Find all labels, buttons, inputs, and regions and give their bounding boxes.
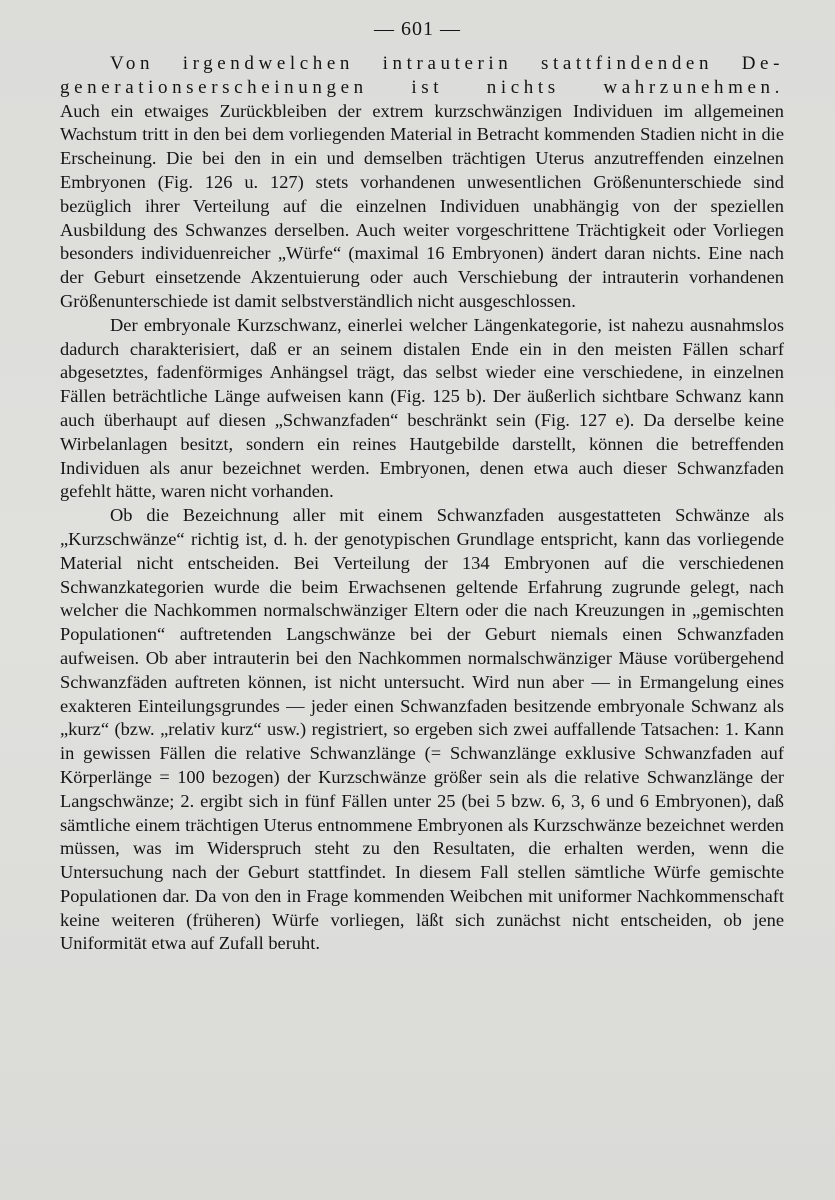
paragraph-1-text: Auch ein etwaiges Zurückbleiben der extrem kurzschwänzigen Individuen im allgemeinen Wachstum tritt in den bei dem vorliegenden Material in Betracht kommenden Stadien nicht in die Erscheinung. Die bei den in ein und demselben trächtigen Uterus anzutreffenden einzelnen Embryonen (Fig. 126 u. 127) stets vorhandenen unwesentlichen Größenunterschiede sind bezüglich ihrer Verteilung auf die einzelnen Individuen unabhängig von der speziellen Ausbildung des Schwanzes derselben. Auch weiter vorgeschrittene Trächtigkeit oder Vorliegen besonders individuenreicher „Würfe“ (maximal 16 Embryonen) ändert daran nichts. Eine nach der Geburt einsetzende Akzentuierung oder auch Verschiebung der intrauterin vorhandenen Größenunterschiede ist damit selbstverständlich nicht ausgeschlossen. bbox=[60, 100, 784, 311]
paragraph-2: Der embryonale Kurzschwanz, einerlei welcher Längenkategorie, ist nahezu ausnahmslos dadurch charakterisiert, daß er an seinem distalen Ende ein in den meisten Fällen scharf abgesetztes, fadenförmiges Anhängsel trägt, das selbst wieder eine verschiedene, in einzelnen Fällen beträchtliche Länge aufweisen kann (Fig. 125 b). Der äußerlich sichtbare Schwanz kann auch überhaupt auf diesen „Schwanzfaden“ beschränkt sein (Fig. 127 e). Da derselbe keine Wirbelanlagen besitzt, sondern ein reines Hautgebilde darstellt, können die betreffenden Individuen als anur bezeichnet werden. Embryonen, denen etwa auch dieser Schwanzfaden gefehlt hätte, waren nicht vorhanden. bbox=[60, 314, 784, 502]
emphasized-sentence-line-2: generationserscheinungen ist nichts wahrzunehmen. bbox=[60, 76, 784, 98]
body-text bbox=[60, 52, 784, 956]
page-number: — 601 — bbox=[374, 18, 461, 40]
paragraph-1 bbox=[60, 52, 784, 314]
emphasized-sentence-line-1: Von irgendwelchen intrauterin stattfindenden De- bbox=[110, 53, 784, 74]
paragraph-3: Ob die Bezeichnung aller mit einem Schwanzfaden ausgestatteten Schwänze als „Kurzschwänze“ richtig ist, d. h. der genotypischen Grundlage entspricht, kann das vorliegende Material nicht entscheiden. Bei Verteilung der 134 Embryonen auf die verschiedenen Schwanzkategorien wurde die beim Erwachsenen geltende Erfahrung zugrunde gelegt, nach welcher die Nachkommen normalschwänziger Eltern oder die nach Kreuzungen in „gemischten Populationen“ auftretenden Langschwänze bei der Geburt niemals einen Schwanzfaden aufweisen. Ob aber intrauterin bei den Nachkommen normalschwänziger Mäuse vorübergehend Schwanzfäden auftreten können, ist nicht untersucht. Wird nun aber — in Ermangelung eines exakteren Einteilungsgrundes — jeder einen Schwanzfaden besitzende embryonale Schwanz als „kurz“ (bzw. „relativ kurz“ usw.) registriert, so ergeben sich zwei auffallende Tatsachen: 1. Kann in gewissen Fällen die relative Schwanzlänge (= Schwanzlänge exklusive Schwanzfaden auf Körperlänge = 100 bezogen) der Kurzschwänze größer sein als die relative Schwanzlänge der Langschwänze; 2. ergibt sich in fünf Fällen unter 25 (bei 5 bzw. 6, 3, 6 und 6 Embryonen), daß sämtliche einem trächtigen Uterus entnommene Embryonen als Kurzschwänze bezeichnet werden müssen, was im Widerspruch steht zu den Resultaten, die erhalten werden, wenn die Untersuchung nach der Geburt stattfindet. In diesem Fall stellen sämtliche Würfe gemischte Populationen dar. Da von den in Frage kommenden Weibchen mit uniformer Nachkommenschaft keine weiteren (früheren) Würfe vorliegen, läßt sich zunächst nicht entscheiden, ob jene Uniformität etwa auf Zufall beruht. bbox=[60, 505, 784, 954]
